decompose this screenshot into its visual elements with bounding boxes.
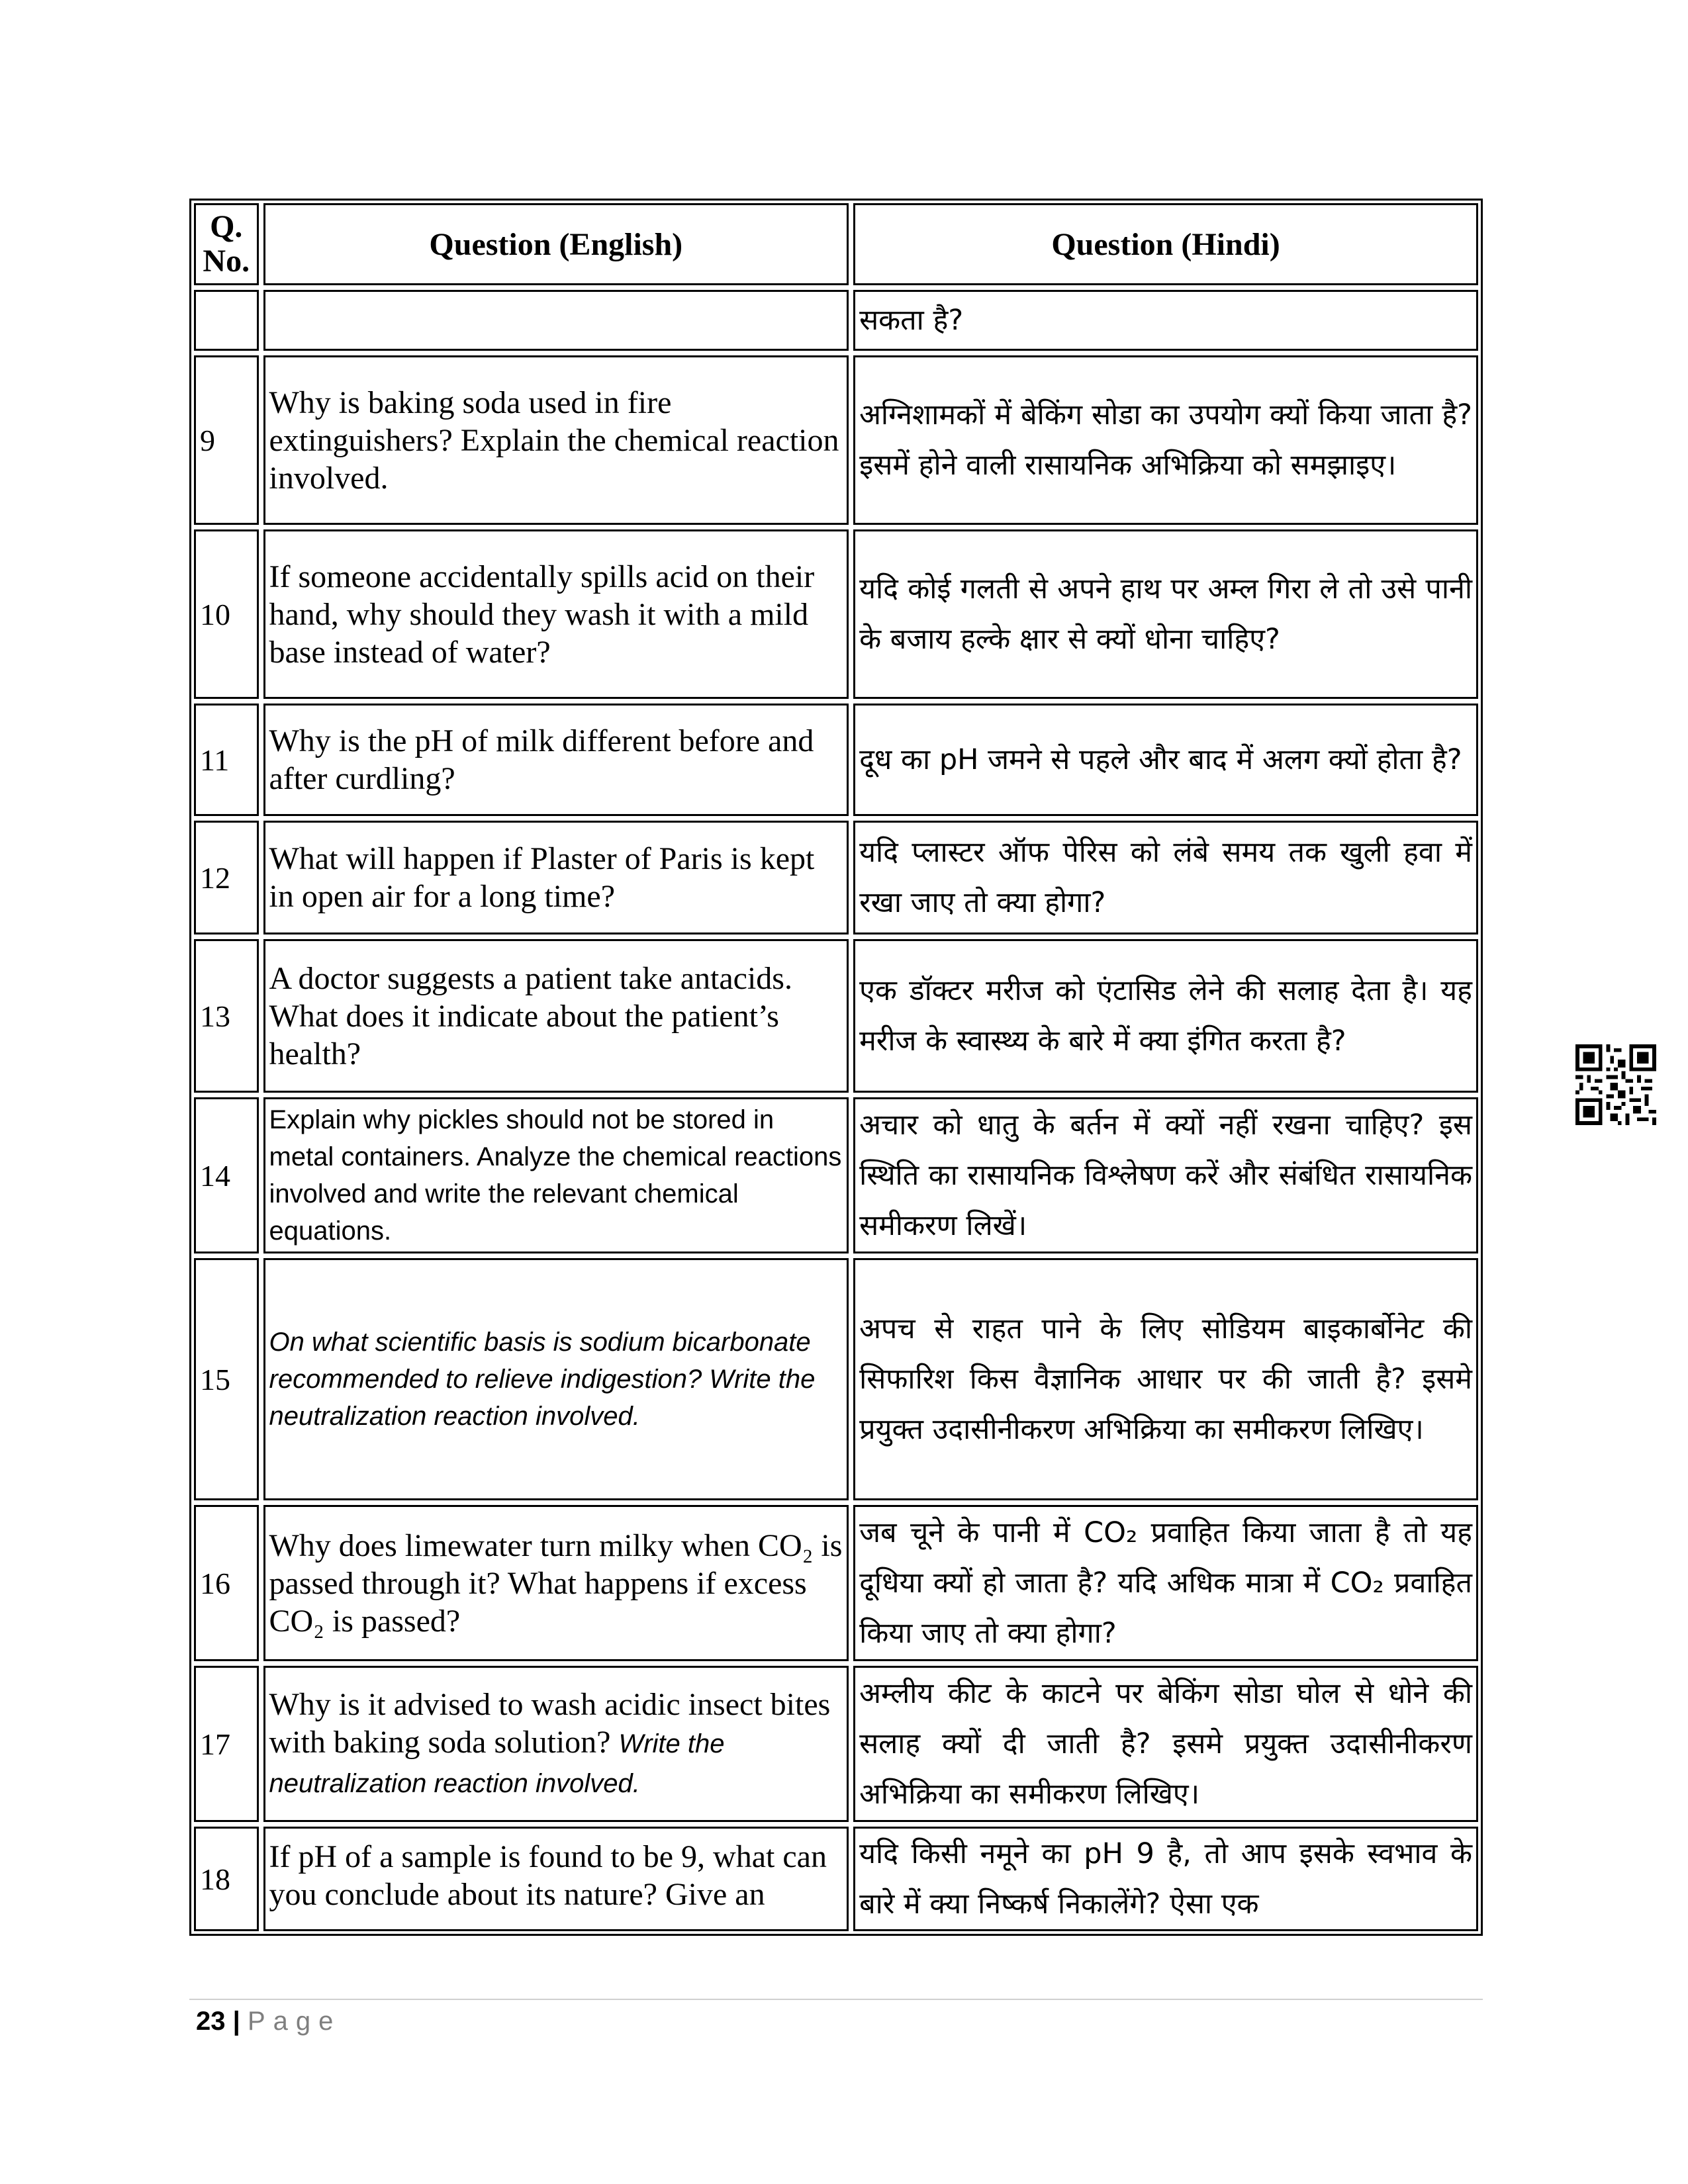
question-number: 12	[194, 821, 259, 934]
question-hindi: अचार को धातु के बर्तन में क्यों नहीं रखना चाहिए? इस स्थिति का रासायनिक विश्लेषण करें और संबंधित रासायनिक समीकरण लिखें।	[853, 1097, 1478, 1253]
question-hindi: यदि कोई गलती से अपने हाथ पर अम्ल गिरा ले तो उसे पानी के बजाय हल्के क्षार से क्यों धोना चाहिए?	[853, 529, 1478, 699]
table-header-row	[194, 203, 1478, 285]
header-qno: Q. No.	[194, 203, 259, 285]
question-english: If pH of a sample is found to be 9, what can you conclude about its nature? Give an	[263, 1827, 849, 1931]
question-table-frame	[189, 199, 1483, 1936]
table-row	[194, 529, 1478, 699]
question-hindi: अपच से राहत पाने के लिए सोडियम बाइकार्बोनेट की सिफारिश किस वैज्ञानिक आधार पर की जाती है? इसमे प्रयुक्त उदासीनीकरण अभिक्रिया का समीकरण लिखिए।	[853, 1258, 1478, 1500]
question-hindi: यदि किसी नमूने का pH 9 है, तो आप इसके स्वभाव के बारे में क्या निष्कर्ष निकालेंगे? ऐसा एक	[853, 1827, 1478, 1931]
question-hindi: अग्निशामकों में बेकिंग सोडा का उपयोग क्यों किया जाता है? इसमें होने वाली रासायनिक अभिक्रिया को समझाइए।	[853, 355, 1478, 525]
table-row	[194, 821, 1478, 934]
question-english: If someone accidentally spills acid on their hand, why should they wash it with a mild base instead of water?	[263, 529, 849, 699]
question-number: 11	[194, 704, 259, 816]
question-english: Explain why pickles should not be stored in metal containers. Analyze the chemical reactions involved and write the relevant chemical equations.	[263, 1097, 849, 1253]
table-row	[194, 704, 1478, 816]
question-english: A doctor suggests a patient take antacids. What does it indicate about the patient’s health?	[263, 939, 849, 1093]
page-number: 23	[196, 2007, 226, 2036]
question-english: Why is baking soda used in fire extinguishers? Explain the chemical reaction involved.	[263, 355, 849, 525]
question-number: 17	[194, 1666, 259, 1822]
table-row	[194, 1666, 1478, 1822]
question-number: 18	[194, 1827, 259, 1931]
page-separator: |	[232, 2007, 240, 2036]
question-hindi: अम्लीय कीट के काटने पर बेकिंग सोडा घोल से धोने की सलाह क्यों दी जाती है? इसमे प्रयुक्त उदासीनीकरण अभिक्रिया का समीकरण लिखिए।	[853, 1666, 1478, 1822]
question-english: On what scientific basis is sodium bicarbonate recommended to relieve indigestion? Write the neutralization reaction involved.	[263, 1258, 849, 1500]
question-english: Why is the pH of milk different before and after curdling?	[263, 704, 849, 816]
question-table	[189, 199, 1483, 1936]
question-hindi: यदि प्लास्टर ऑफ पेरिस को लंबे समय तक खुली हवा में रखा जाए तो क्या होगा?	[853, 821, 1478, 934]
header-hindi: Question (Hindi)	[853, 203, 1478, 285]
question-number: 10	[194, 529, 259, 699]
page-footer	[196, 2007, 341, 2036]
question-hindi: एक डॉक्टर मरीज को एंटासिड लेने की सलाह देता है। यह मरीज के स्वास्थ्य के बारे में क्या इंगित करता है?	[853, 939, 1478, 1093]
question-hindi: दूध का pH जमने से पहले और बाद में अलग क्यों होता है?	[853, 704, 1478, 816]
question-number: 15	[194, 1258, 259, 1500]
header-english: Question (English)	[263, 203, 849, 285]
table-row	[194, 939, 1478, 1093]
question-english: Why does limewater turn milky when CO₂ is passed through it? What happens if excess CO₂ is passed?	[263, 1505, 849, 1661]
question-number	[194, 290, 259, 351]
question-english: What will happen if Plaster of Paris is kept in open air for a long time?	[263, 821, 849, 934]
question-number: 16	[194, 1505, 259, 1661]
qr-code-icon	[1575, 1044, 1656, 1125]
question-english	[263, 1666, 849, 1822]
table-row	[194, 1827, 1478, 1931]
question-number: 14	[194, 1097, 259, 1253]
page-label: Page	[247, 2007, 342, 2036]
question-english-italic: Write the neutralization reaction involved.	[269, 1729, 725, 1798]
question-number: 13	[194, 939, 259, 1093]
question-english-text: Why is it advised to wash acidic insect bites with baking soda solution?	[269, 1686, 831, 1760]
table-row	[194, 290, 1478, 351]
table-row	[194, 355, 1478, 525]
question-number: 9	[194, 355, 259, 525]
table-row	[194, 1097, 1478, 1253]
table-row	[194, 1505, 1478, 1661]
footer-rule	[189, 1999, 1483, 2000]
table-row	[194, 1258, 1478, 1500]
question-hindi: जब चूने के पानी में CO₂ प्रवाहित किया जाता है तो यह दूधिया क्यों हो जाता है? यदि अधिक मात्रा में CO₂ प्रवाहित किया जाए तो क्या होगा?	[853, 1505, 1478, 1661]
question-english	[263, 290, 849, 351]
question-hindi: सकता है?	[853, 290, 1478, 351]
